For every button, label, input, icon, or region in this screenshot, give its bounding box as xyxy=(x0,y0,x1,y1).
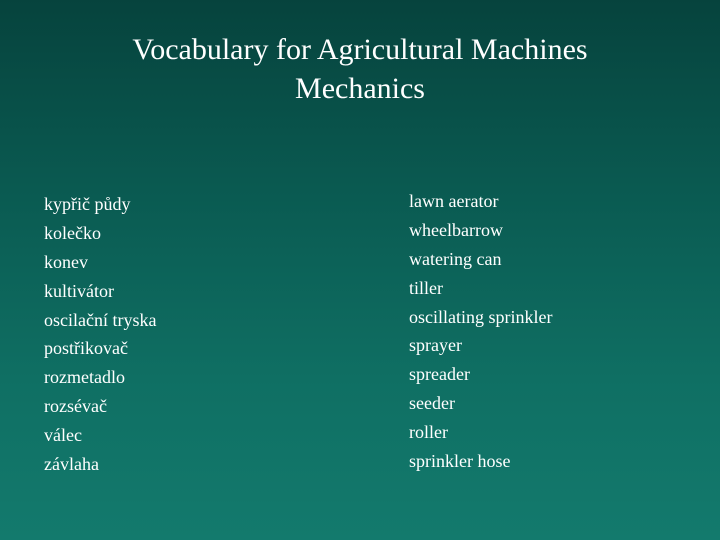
czech-terms-list xyxy=(44,190,156,479)
english-term: sprayer xyxy=(409,335,462,356)
czech-term: kultivátor xyxy=(44,280,114,301)
czech-term: závlaha xyxy=(44,454,99,475)
title-line-1: Vocabulary for Agricultural Machines xyxy=(132,33,588,66)
english-term: sprinkler hose xyxy=(409,451,511,472)
czech-term: konev xyxy=(44,251,88,272)
czech-term: rozmetadlo xyxy=(44,367,125,388)
english-term: tiller xyxy=(409,277,443,298)
english-term: wheelbarrow xyxy=(409,219,503,240)
czech-term: rozsévač xyxy=(44,396,107,417)
czech-term: postřikovač xyxy=(44,338,128,359)
english-term: seeder xyxy=(409,393,455,414)
czech-term: oscilační tryska xyxy=(44,309,157,330)
czech-term: válec xyxy=(44,425,82,446)
english-term: roller xyxy=(409,422,448,443)
english-term: watering can xyxy=(409,248,502,269)
english-term: spreader xyxy=(409,364,470,385)
english-term: oscillating sprinkler xyxy=(409,306,553,327)
slide-title xyxy=(0,30,720,108)
czech-term: kolečko xyxy=(44,222,101,243)
english-term: lawn aerator xyxy=(409,191,499,211)
title-line-2: Mechanics xyxy=(295,72,425,105)
english-terms-list xyxy=(409,187,552,476)
czech-term: kypřič půdy xyxy=(44,194,131,214)
